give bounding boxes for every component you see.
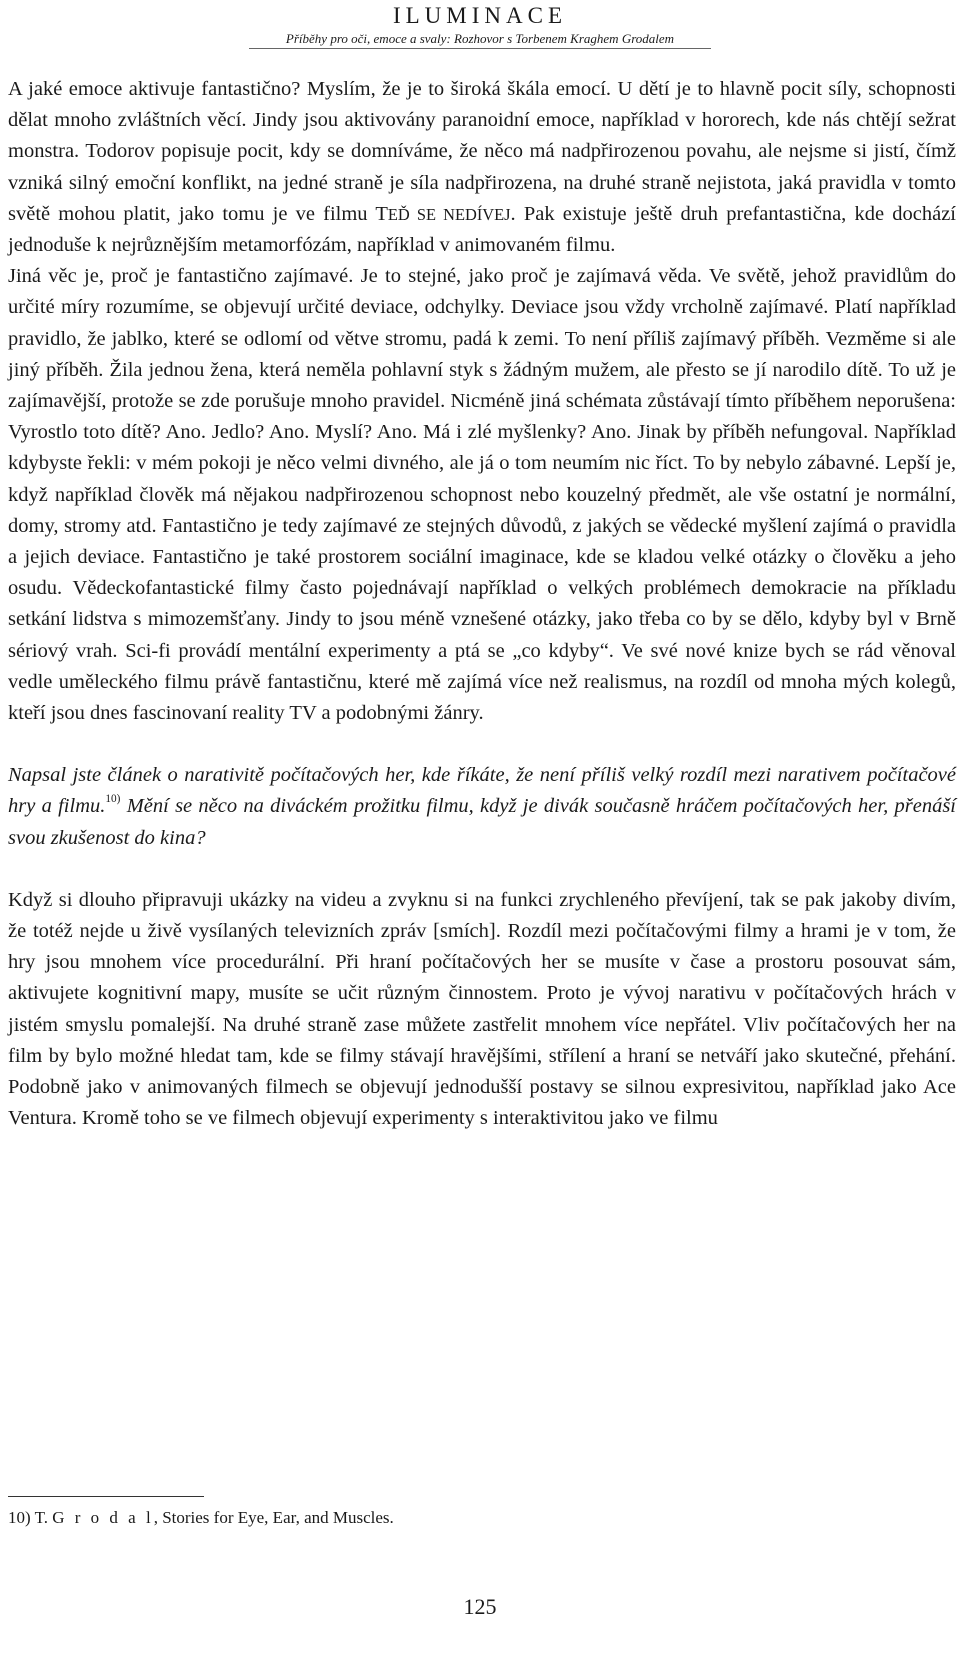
footnote-divider xyxy=(8,1496,204,1497)
paragraph-1 xyxy=(8,74,956,261)
paragraph-1-text-b: . Pak existuje ještě druh prefantastična, kde dochází jednoduše k nejrůznějším metamorfózám, například v animovaném filmu. xyxy=(8,202,956,257)
interview-question: Napsal jste článek o narativitě počítačových her, kde říkáte, že není příliš velký rozdíl mezi narativem počítačové hry a filmu.$^{10)}$ Mění se něco na diváckém prožitku filmu, když je divák současně hráčem počítačových her, přenáší svou zkušenost do kina? xyxy=(8,764,957,849)
film-title: TEĎ SE NEDÍVEJ xyxy=(375,202,511,225)
paragraph-1-text-a: A jaké emoce aktivuje fantastično? Myslím, že je to široká škála emocí. U dětí je to hlavně pocit síly, schopnosti dělat mnoho zvláštních věcí. Jindy jsou aktivovány paranoidní emoce, například v hororech, kde nás chtějí sežrat monstra. Todorov popisuje pocit, kdy se domníváme, že něco má nadpřirozenou povahu, ale nejsme si jistí, čímž vzniká silný emoční konflikt, na jedné straně je síla nadpřirozena, na druhé straně nejistota, jaká pravidla v tomto světě mohou platit, jako tomu je ve filmu xyxy=(8,78,956,225)
article-subtitle: Příběhy pro oči, emoce a svaly: Rozhovor s Torbenem Kraghem Grodalem xyxy=(285,31,675,46)
paragraph-2: Jiná věc je, proč je fantastično zajímavé. Je to stejné, jako proč je zajímavá věda. Ve světě, jehož pravidlům do určité míry rozumíme, se objevují určité deviace, odchylky. Deviace jsou vždy vrcholně zajímavé. Platí například pravidlo, že jablko, které se odlomí od větve stromu, padá k zemi. To není příliš zajímavý příběh. Vezměme si ale jiný příběh. Žila jednou žena, která neměla pohlavní styk s žádným mužem, ale přesto se jí narodilo dítě. To už je zajímavější, protože se zde porušuje mnoho pravidel. Nicméně jiná schémata zůstávají tímto příběhem neporušena: Vyrostlo toto dítě? Ano. Jedlo? Ano. Myslí? Ano. Má i zlé myšlenky? Ano. Jinak by příběh nefungoval. Například kdybyste řekli: v mém pokoji je něco velmi divného, ale já o tom neumím nic říct. To by nebylo zábavné. Lepší je, když například člověk má nějakou nadpřirozenou schopnost nebo kouzelný předmět, ale vše ostatní je normální, domy, stromy atd. Fantastično je tedy zajímavé ze stejných důvodů, z jakých se vědecké myšlení zajímá o pravidla a jejich deviace. Fantastično je také prostorem sociální imaginace, kde se kladou velké otázky o člověku a jeho osudu. Vědeckofantastické filmy často pojednávají například o velkých problémech demokracie na příkladu setkání lidstva s mimozemšťany. Jindy to jsou méně vznešené otázky, jako třeba co by se dělo, kdyby byl v Brně sériový vrah. Sci-fi provádí mentální experimenty a ptá se „co kdyby“. Ve své nové knize bych se rád věnoval vedle uměleckého filmu právě fantastičnu, které mě zajímá více než realismus, na rozdíl od mnoha mých kolegů, kteří jsou dnes fascinovaní reality TV a podobnými žánry. xyxy=(8,265,956,725)
page-number: 125 xyxy=(463,1594,497,1619)
header-divider xyxy=(249,48,711,49)
footnote-author: G r o d a l xyxy=(52,1508,154,1527)
journal-title: ILUMINACE xyxy=(392,3,568,28)
footnote: 10) T. G r o d a l, Stories for Eye, Ear, and Muscles. xyxy=(8,1508,394,1527)
footnote-reference[interactable]: 10) xyxy=(105,793,121,806)
interview-answer: Když si dlouho připravuji ukázky na videu a zvyknu si na funkci zrychleného převíjení, tak se pak jakoby divím, že totéž nejde u živě vysílaných televizních zpráv [smích]. Rozdíl mezi počítačovými filmy a hrami je v tom, že hry jsou mnohem více procedurální. Při hraní počítačových her se musíte v čase a prostoru posouvat sám, aktivujete kognitivní mapy, musíte se učit různým činnostem. Proto je vývoj narativu v počítačových hrách v jistém smyslu pomalejší. Na druhé straně zase můžete zastřelit mnohem více nepřátel. Vliv počítačových her na film by bylo možné hledat tam, kde se filmy stávají hravějšími, střílení a hraní se netváří jako skutečné, přehání. Podobně jako v animovaných filmech se objevují jednodušší postavy se silnou expresivitou, například jako Ace Ventura. Kromě toho se ve filmech objevují experimenty s interaktivitou jako ve filmu xyxy=(8,888,956,1130)
article-body xyxy=(8,74,956,1135)
running-header xyxy=(0,0,960,47)
